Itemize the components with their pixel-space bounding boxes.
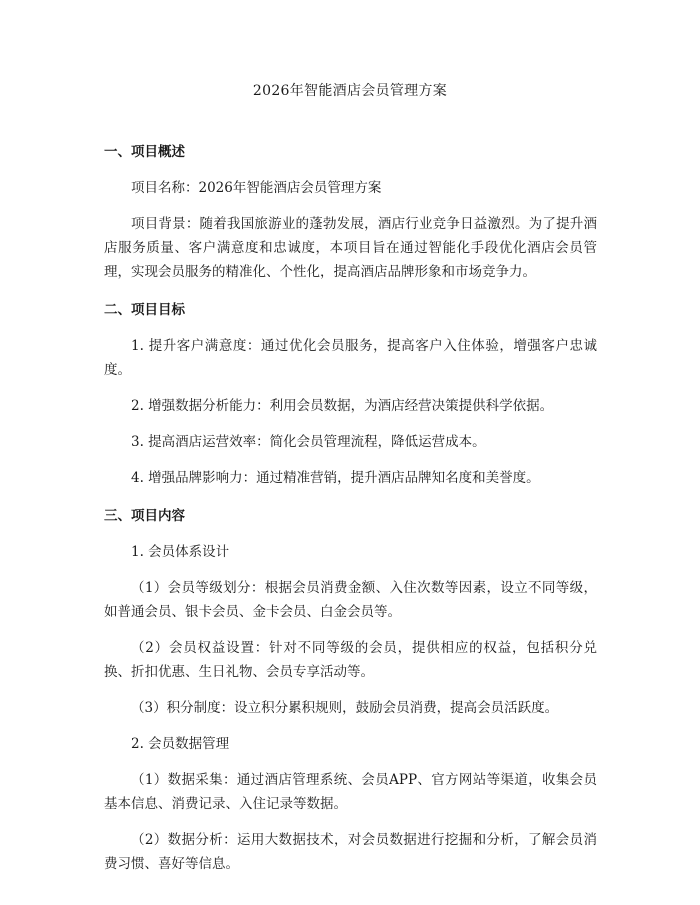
goal-item: 1. 提升客户满意度：通过优化会员服务，提高客户入住体验，增强客户忠诚度。 (104, 338, 597, 378)
content-item: （3）积分制度：设立积分累积规则，鼓励会员消费，提高会员活跃度。 (131, 700, 559, 716)
content-item: （2）数据分析：运用大数据技术，对会员数据进行挖掘和分析，了解会员消费习惯、喜好等信息。 (104, 832, 597, 872)
paragraph-project-name: 项目名称：2026年智能酒店会员管理方案 (131, 180, 382, 196)
content-item: （2）会员权益设置：针对不同等级的会员，提供相应的权益，包括积分兑换、折扣优惠、生日礼物、会员专享活动等。 (104, 640, 597, 680)
document-body (104, 140, 597, 888)
paragraph-project-background: 项目背景：随着我国旅游业的蓬勃发展，酒店行业竞争日益激烈。为了提升酒店服务质量、客户满意度和忠诚度，本项目旨在通过智能化手段优化酒店会员管理，实现会员服务的精准化、个性化，提高酒店品牌形象和市场竞争力。 (104, 216, 597, 280)
document-title: 2026年智能酒店会员管理方案 (252, 83, 448, 99)
section-heading-overview: 一、项目概述 (104, 144, 185, 160)
content-item: （1）数据采集：通过酒店管理系统、会员APP、官方网站等渠道，收集会员基本信息、消费记录、入住记录等数据。 (104, 772, 597, 812)
goal-item: 2. 增强数据分析能力：利用会员数据，为酒店经营决策提供科学依据。 (131, 398, 554, 414)
section-heading-goals: 二、项目目标 (104, 302, 185, 318)
subsection-heading-data-management: 2. 会员数据管理 (131, 736, 230, 752)
section-heading-content: 三、项目内容 (104, 508, 185, 524)
content-item: （1）会员等级划分：根据会员消费金额、入住次数等因素，设立不同等级，如普通会员、银卡会员、金卡会员、白金会员等。 (104, 580, 597, 620)
goal-item: 4. 增强品牌影响力：通过精准营销，提升酒店品牌知名度和美誉度。 (131, 470, 540, 486)
goal-item: 3. 提高酒店运营效率：简化会员管理流程，降低运营成本。 (131, 434, 486, 450)
subsection-heading-membership-system: 1. 会员体系设计 (131, 544, 230, 560)
